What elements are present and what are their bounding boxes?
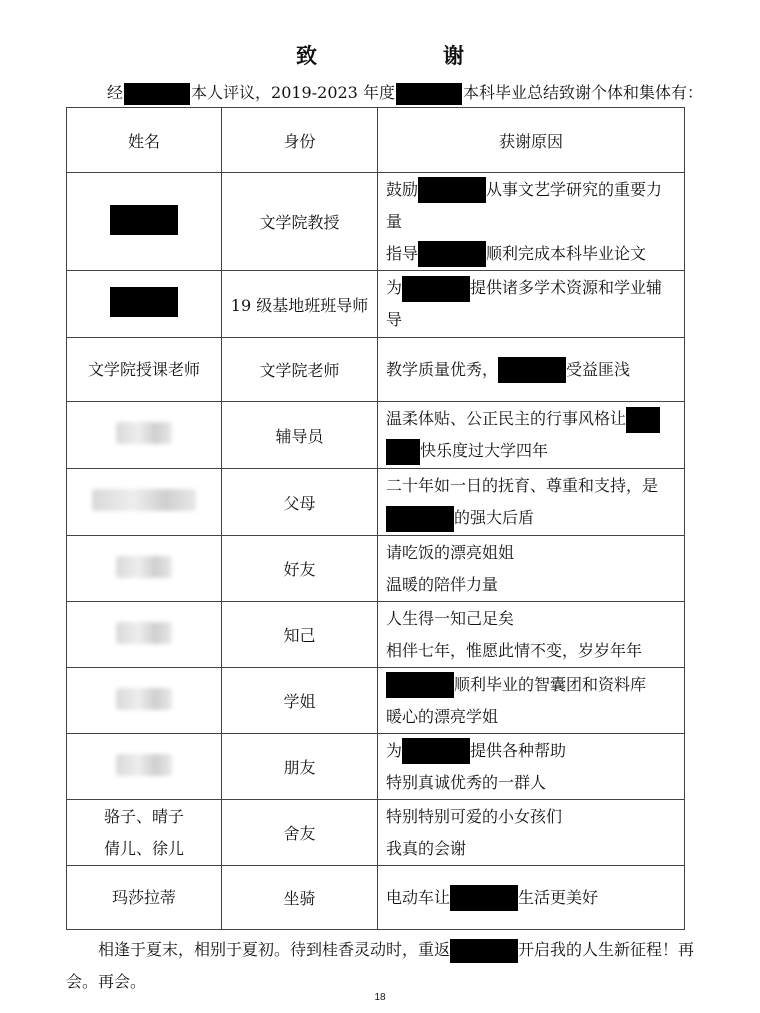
reason-cell: [378, 668, 685, 734]
reason-text: 提供各种帮助: [470, 740, 567, 760]
name-cell: [67, 734, 222, 800]
table-row: [67, 469, 685, 536]
table-row: [67, 338, 685, 402]
reason-text: 相伴七年，惟愿此情不变，岁岁年年: [386, 640, 643, 660]
name-cell: [67, 338, 222, 402]
reason-line: [386, 470, 678, 502]
reason-line: [386, 882, 678, 914]
reason-text: 快乐度过大学四年: [420, 441, 549, 460]
reason-line: [386, 801, 678, 833]
reason-text: 温暖的陪伴力量: [386, 574, 499, 594]
reason-line: [386, 701, 678, 733]
name-cell: [67, 536, 222, 602]
reason-text: 我真的会谢: [386, 838, 467, 858]
closing-text-1: 相逢于夏末，相别于夏初。待到桂香灵动时，重返: [98, 940, 451, 959]
reason-cell: [378, 469, 685, 536]
header-identity: 身份: [222, 108, 378, 173]
header-reason: 获谢原因: [378, 108, 685, 173]
reason-cell: [378, 536, 685, 602]
reason-text: 从事文艺学研究的重要力: [486, 179, 663, 199]
reason-line: [386, 272, 678, 304]
reason-line: [386, 833, 678, 865]
reason-cell: [378, 866, 685, 930]
blurred-name: [92, 489, 196, 511]
reason-text: 请吃饭的漂亮姐姐: [386, 542, 515, 562]
blurred-name: [116, 688, 172, 710]
identity-cell: 父母: [222, 469, 378, 536]
reason-line: [386, 767, 678, 799]
table-row: [67, 402, 685, 469]
reason-text: 生活更美好: [518, 887, 599, 907]
reason-text: 电动车让: [386, 887, 451, 907]
table-header-row: [67, 108, 685, 173]
reason-text: 提供诸多学术资源和学业辅: [470, 278, 663, 297]
closing-text-2: 开启我的人生新征程！再会。再会。: [66, 940, 695, 991]
identity-cell: 19 级基地班班导师: [222, 271, 378, 338]
page-title: 致 谢: [296, 43, 492, 68]
reason-line: [386, 174, 678, 206]
identity-cell: 知己: [222, 602, 378, 668]
identity-cell: 朋友: [222, 734, 378, 800]
redaction-block: [418, 177, 486, 203]
table-row: [67, 536, 685, 602]
redaction-block: [450, 885, 518, 911]
blurred-name: [116, 422, 172, 444]
reason-line: [386, 669, 678, 701]
table-row: [67, 602, 685, 668]
redaction-block: [498, 357, 566, 383]
table-row: [67, 668, 685, 734]
reason-line: [386, 435, 678, 467]
table-row: [67, 734, 685, 800]
reason-text: 二十年如一日的抚育、尊重和支持，是: [386, 476, 659, 495]
acknowledgement-table: [66, 107, 685, 930]
reason-text: 特别真诚优秀的一群人: [386, 772, 547, 792]
redaction-block: [402, 276, 470, 302]
name-cell: [67, 173, 222, 271]
reason-line: [386, 206, 678, 238]
reason-text: 指导: [386, 243, 419, 263]
redaction-block: [386, 506, 454, 532]
identity-cell: 坐骑: [222, 866, 378, 930]
reason-line: [386, 569, 678, 601]
name-text: 文学院授课老师: [87, 359, 200, 379]
reason-text: 温柔体贴、公正民主的行事风格让: [386, 409, 627, 428]
reason-line: [386, 635, 678, 667]
reason-text: 为: [386, 278, 403, 297]
table-row: [67, 173, 685, 271]
redaction-block: [124, 83, 190, 105]
intro-text-3: 本科毕业总结致谢个体和集体有：: [462, 83, 703, 102]
reason-text: 特别特别可爱的小女孩们: [386, 806, 563, 826]
page-number: 18: [374, 992, 386, 1003]
reason-cell: [378, 800, 685, 866]
redaction-block: [626, 407, 660, 433]
reason-line: [386, 304, 678, 336]
reason-text: 为: [386, 740, 403, 760]
reason-text: 鼓励: [386, 179, 419, 199]
redaction-block: [402, 738, 470, 764]
redaction-block: [386, 672, 454, 698]
reason-text: 受益匪浅: [566, 359, 631, 379]
name-cell: [67, 866, 222, 930]
redaction-block: [418, 241, 486, 267]
reason-cell: [378, 402, 685, 469]
name-cell: [67, 800, 222, 866]
reason-text: 的强大后盾: [454, 508, 535, 527]
name-cell: [67, 602, 222, 668]
redaction-block: [110, 205, 178, 235]
name-cell: [67, 402, 222, 469]
reason-line: [386, 238, 678, 270]
blurred-name: [116, 622, 172, 644]
identity-cell: 好友: [222, 536, 378, 602]
table-row: [67, 271, 685, 338]
reason-line: [386, 354, 678, 386]
table-row: [67, 800, 685, 866]
intro-text-2: 本人评议，2019-2023 年度: [191, 83, 395, 102]
name-cell: [67, 668, 222, 734]
reason-text: 教学质量优秀，: [386, 359, 499, 379]
closing-paragraph: [66, 934, 696, 998]
blurred-name: [116, 556, 172, 578]
table-row: [67, 866, 685, 930]
reason-line: [386, 403, 678, 435]
identity-cell: 学姐: [222, 668, 378, 734]
intro-text-1: 经: [107, 83, 124, 102]
name-cell: [67, 271, 222, 338]
identity-cell: 辅导员: [222, 402, 378, 469]
redaction-block: [110, 287, 178, 317]
intro-paragraph: [107, 82, 707, 105]
header-name: 姓名: [67, 108, 222, 173]
reason-line: [386, 502, 678, 534]
redaction-block: [450, 939, 518, 963]
name-cell: [67, 469, 222, 536]
reason-cell: [378, 338, 685, 402]
redaction-block: [396, 83, 462, 105]
reason-text: 人生得一知己足矣: [386, 608, 515, 628]
reason-line: [386, 537, 678, 569]
reason-line: [386, 603, 678, 635]
reason-text: 顺利毕业的智囊团和资料库: [454, 674, 647, 694]
name-text: 玛莎拉蒂: [111, 887, 176, 907]
identity-cell: 文学院教授: [222, 173, 378, 271]
reason-line: [386, 735, 678, 767]
reason-text: 暖心的漂亮学姐: [386, 706, 499, 726]
redaction-block: [386, 439, 420, 465]
identity-cell: 文学院老师: [222, 338, 378, 402]
reason-cell: [378, 173, 685, 271]
reason-text: 导: [386, 310, 403, 329]
blurred-name: [116, 754, 172, 776]
reason-cell: [378, 734, 685, 800]
identity-cell: 舍友: [222, 800, 378, 866]
table-body: [67, 173, 685, 930]
reason-cell: [378, 271, 685, 338]
reason-text: 顺利完成本科毕业论文: [486, 243, 647, 263]
reason-cell: [378, 602, 685, 668]
reason-text: 量: [386, 211, 403, 231]
name-text: 骆子、晴子 倩儿、徐儿: [103, 806, 184, 858]
